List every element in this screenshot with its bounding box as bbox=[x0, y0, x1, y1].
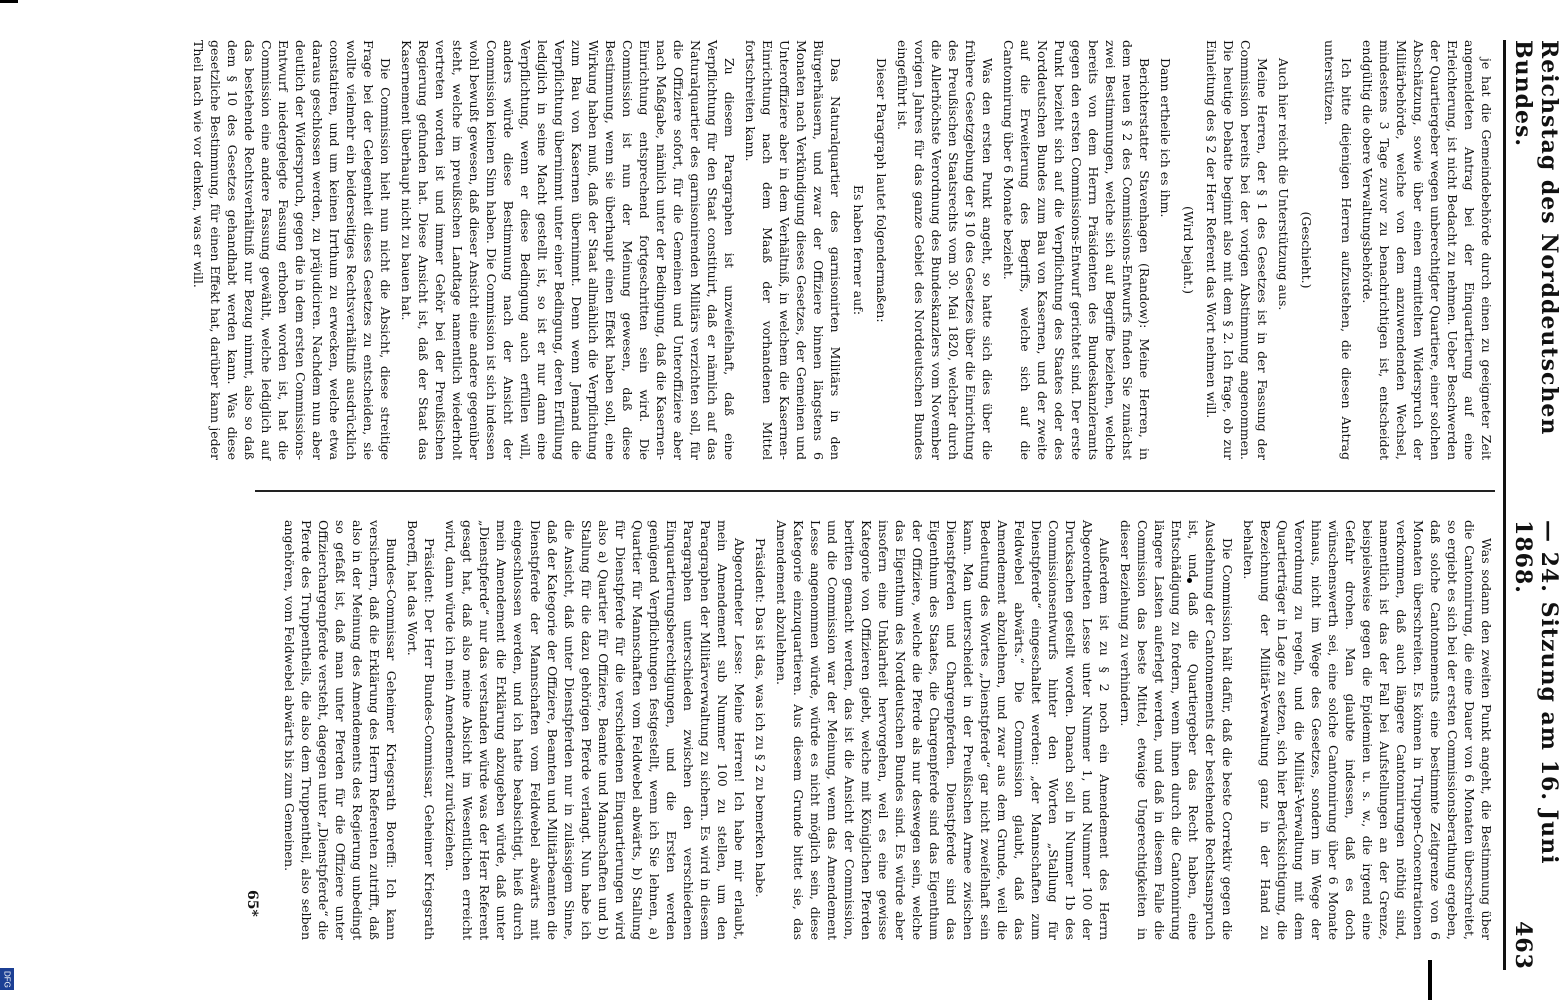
page-number: 463 bbox=[1510, 921, 1536, 970]
paragraph: Zu diesem Paragraphen ist unzweifelhaft, daß eine Verpflichtung für den Staat constituirt, daß er nämlich auf das Naturalquartier des garnisonirenden Militärs verzichten soll, für die Offiziere sofort, für die Gemeinen und Unteroffiziere aber nach Maßgabe, nämlich unter der Bedingung, daß die Kasernen-Einrichtung entsprechend fortgeschritten sein wird. Die Commission ist nun der Meinung gewesen, daß diese Bestimmung, wenn sie überhaupt einen Effekt haben soll, eine Wirkung haben muß, daß der Staat allmählich die Verpflichtung zum Bau von Kasernen übernimmt. Denn wenn Jemand die Verpflichtung übernimmt unter einer Bedingung, deren Erfüllung lediglich in seine Macht gestellt ist, so ist er nur dann eine Verpflichtung, wenn er diese Bedingung auch erfüllen will, anders würde diese Bestimmung nach der Ansicht der Commission keinen Sinn haben. Die Commission ist sich indessen wohl bewußt gewesen, daß dieser Ansicht eine andere gegenüber steht, welche im preußischen Landtage namentlich wiederholt vertreten worden ist und immer Gehör bei der Preußischen Regierung gefunden hat. Diese Ansicht ist, daß der Staat das Kasernement überhaupt nicht zu bauen hat. bbox=[399, 40, 737, 460]
paragraph: je hat die Gemeindebehörde durch einen zu geeigneter Zeit angemeldeten Antrag bei der Einquartierung auf eine Erleichterung, ist nicht Bedacht zu nehmen. Ueber Beschwerden der Quartiergeber wegen unberechtigter Quartiere, einer solchen Abschätzung, sowie über einen ermittelten Widerspruch der Militärbehörde, welche von dem anzuwendenden Wechsel, mindestens 3 Tage zuvor zu benachrichtigen ist, entscheidet endgültig die obere Verwaltungsbehörde. bbox=[1360, 40, 1494, 460]
paragraph: Was den ersten Punkt angeht, so hatte sich dies über die frühere Gesetzgebung der § 10 des Gesetzes über die Einrichtung des Preußischen Staatsrechts vom 30. Mai 1820, welcher durch die Allerhöchste Verordnung des Bundeskanzlers vom November vorigen Jahres für das ganze Gebiet des Norddeutschen Bundes eingeführt ist. bbox=[895, 40, 995, 460]
paragraph: Außerdem ist zu § 2 noch ein Amendement des Herrn Abgeordneten Lesse unter Nummer 1, und Nummer 100 der Drucksachen gestellt worden. Danach soll in Nummer 1b des Commissionsentwurfs hinter den Worten „Stallung für Dienstpferde“ eingeschaltet werden: „der Mannschaften zum Feldwebel abwärts.“ Die Commission glaubt, daß das Amendement abzulehnen, und zwar aus dem Grunde, weil die Bedeutung des Wortes „Dienstpferde“ gar nicht zweifelhaft sein kann. Man unterscheidet in der Preußischen Armee zwischen Dienstpferden und Chargenpferden. Dienstpferde sind das Eigenthum des Staates, die Chargenpferde sind das Eigenthum der Offiziere, welche die Pferde als nur deswegen sein, welche das Eigenthum des Norddeutschen Bundes sind. Es würde aber insofern eine Unklarheit hervorgehen, weil es eine gewisse Kategorie von Offizieren giebt, welche mit Königlichen Pferden beritten gemacht werden, das ist die Ansicht der Commission, und die Commission war der Meinung, wenn das Amendement Lesse angenommen würde, würde es nicht möglich sein, diese Kategorie einzuquartieren. Aus diesem Grunde bittet sie, das Amendement abzulehnen. bbox=[774, 520, 1112, 940]
paragraph: Die Commission hielt nun nicht die Absicht, diese streitige Frage bei der Gelegenheit dieses Gesetzes zu entscheiden, sie wollte vielmehr ein beiderseitiges Rechtsverhältniß ausdrücklich constatiren, und um keinen Irrthum zu erwecken, welche etwa daraus geschlossen werden, zu präjudiciren. Nachdem nun aber deutlich der Widerspruch, gegen die in dem ersten Commissions-Entwurf niedergelegte Fassung erhoben worden ist, hat die Commission eine andere Fassung gewählt, welche lediglich auf das bestehende Rechtsverhältniß nur Bezug nimmt, also so daß dem § 10 des Gesetzes gehandhabt werden kann. Was diese gesetzliche Bestimmung, für einen Effekt hat, darüber kann jeder Theil nach wie vor denken, was er will. bbox=[191, 40, 393, 460]
corner-mark bbox=[0, 0, 18, 3]
stage-note: (Wird bejaht.) bbox=[1181, 205, 1196, 295]
rotated-page-content bbox=[191, 40, 1562, 970]
speaker-line: Präsident: Der Herr Bundes-Commissar, Geheimer Kriegsrath Boreffi, hat das Wort. bbox=[405, 520, 437, 940]
paragraph: Die Commission hält dafür, daß die beste Correktiv gegen die Ausdehnung der Cantonnements der bestehende Rechtsanspruch ist, und daß die Quartiergeber das Recht haben, eine Entschädigung zu fordern, wenn ihnen durch die Cantonnirung längere Lasten auferlegt werden, und daß in diesem Falle die Commission das beste Mittel, etwaige Ungerechtigkeiten in dieser Beziehung zu verhindern. bbox=[1118, 520, 1235, 940]
header-rule bbox=[1503, 40, 1506, 970]
column-divider bbox=[255, 490, 1495, 492]
header-left: Reichstag des Norddeutschen Bundes. bbox=[1510, 40, 1562, 436]
paragraph: Das Naturalquartier des garnisonirten Militärs in den Bürgerhäusern, und zwar der Offiziere binnen längstens 6 Monaten nach Verkündigung dieses Gesetzes, der Gemeinen und Unteroffiziere aber in dem Verhältniß, in welchem die Kasernen-Einrichtung nach dem Maaß der vorhandenen Mittel fortschreiten kann. bbox=[743, 40, 843, 460]
paragraph: Auch hier reicht die Unterstützung aus. bbox=[1276, 58, 1291, 311]
running-header bbox=[1510, 40, 1562, 970]
paragraph: Bundes-Commissar Geheimer Kriegsrath Boreffi: Ich kann versichern, daß die Erklärung des Herrn Referenten zutrifft, daß also in der Meinung des Amendements des Regierung unbedingt so gefaßt ist, daß man unter Pferden für die Offiziere unter Offizierchargenpferde versteht, dagegen unter „Dienstpferde“ die Pferde des Truppentheils, die also dem Truppentheil, also selben angehören, vom Feldwebel abwärts bis zum Gemeinen. bbox=[282, 520, 399, 940]
paragraph: Berichterstatter Stavenhagen (Randow): Meine Herren, in dem neuen § 2 des Commissions-Entwurfs finden Sie zunächst zwei Bestimmungen, welche sich auf Begriffe beziehen, welche bereits von dem Herrn Präsidenten des Bundeskanzleramts gegen den ersten Commissions-Entwurf gerichtet sind. Der erste Punkt bezieht sich auf die Verpflichtung des Staates oder des Norddeutschen Bundes zum Bau von Kasernen, und der zweite auf die Erweiterung des Begriffs, welche sich auf die Cantonnirung über 6 Monate bezieht. bbox=[1001, 40, 1152, 460]
dfg-logo-icon: DFG bbox=[0, 968, 14, 990]
paragraph: Dann ertheile ich es ihm. bbox=[1158, 58, 1173, 218]
paragraph: Ich bitte diejenigen Herren aufzustehen, die diesen Antrag unterstützen. bbox=[1322, 40, 1354, 460]
paragraph: Was sodann den zweiten Punkt angeht, die Bestimmung über die Cantonnirung, die eine Dauer von 6 Monaten überschreitet, so ergiebt es sich bei der ersten Commissionsberathung ergeben, daß solche Cantonnements eine bestimmte Zeitgrenze von 6 Monaten überschreiten. Es können in Truppen-Concentrationen verkommen, daß auch längere Cantonnirungen nöthig sind, namentlich ist das der Fall bei Aufstellungen an der Grenze, beispielsweise gegen die Epidemien u. s. w., die irgend eine Gefahr drohen. Man glaubte indessen, daß es doch wünschenswerth sei, eine solche Cantonnirung über 6 Monate hinaus, nicht im Wege des Gesetzes, sondern im Wege der Verordnung zu regeln, und die Militär-Verwaltung mit dem Quartierträger in Lage zu setzen, sich hier Berücksichtigung, die Bezeichnung der Militär-Verwaltung ganz in der Hand zu behalten. bbox=[1241, 520, 1494, 940]
stage-note: (Geschieht.) bbox=[1299, 211, 1314, 289]
header-center: — 24. Sitzung am 16. Juni 1868. bbox=[1510, 520, 1562, 865]
signature-mark: 65* bbox=[244, 890, 260, 917]
paragraph: Dieser Paragraph lautet folgendermaßen: bbox=[874, 58, 889, 323]
paragraph: Es haben ferner auf: bbox=[851, 184, 866, 316]
speaker-line: Präsident: Das ist das, was ich zu § 2 zu bemerken habe. bbox=[753, 538, 768, 898]
paragraph: Abgeordneter Lesse: Meine Herren! Ich habe mir erlaubt, mein Amendement sub Nummer 100 zu stellen, um den Paragraphen der Militärverwaltung zu sichern. Es wird in diesem Paragraphen unterschieden zwischen den verschiedenen Einquartierungsberechtigungen, und die Ersten werden genügend Verpflichtungen festgestellt, wenn ich Sie lehnen, a) Quartier für Mannschaften vom Feldwebel abwärts, b) Stallung für Dienstpferde für die verschiedenen Einquartierungen wird also a) Quartier für Offiziere, Beamte und Mannschaften und b) Stallung für die dazu gehörigen Pferde verlangt. Nun habe ich die Ansicht, daß unter Dienstpferden nur in zulässigem Sinne, daß der Kategorie der Offiziere, Beamten und Militärbeamten die Dienstpferde der Mannschaften vom Feldwebel abwärts mit eingeschlossen werden, und ich hatte beabsichtigt, hieß durch mein Amendement die Erklärung abzugeben würde, daß unter „Dienstpferde“ nur das verstanden würde was der Herr Referent gesagt hat, daß also meine Absicht im Wesentlichen erreicht wird, dann würde ich mein Amendement zurückziehen. bbox=[443, 520, 747, 940]
left-column bbox=[186, 40, 1495, 460]
right-column bbox=[277, 520, 1495, 940]
paragraph: Meine Herren, der § 1 des Gesetzes ist in der Fassung der Commission bereits bei der vorigen Abstimmung angenommen. Die heutige Debatte beginnt also mit dem § 2. Ich frage, ob zur Einleitung des § 2 der Herr Referent das Wort nehmen will. bbox=[1204, 40, 1270, 460]
